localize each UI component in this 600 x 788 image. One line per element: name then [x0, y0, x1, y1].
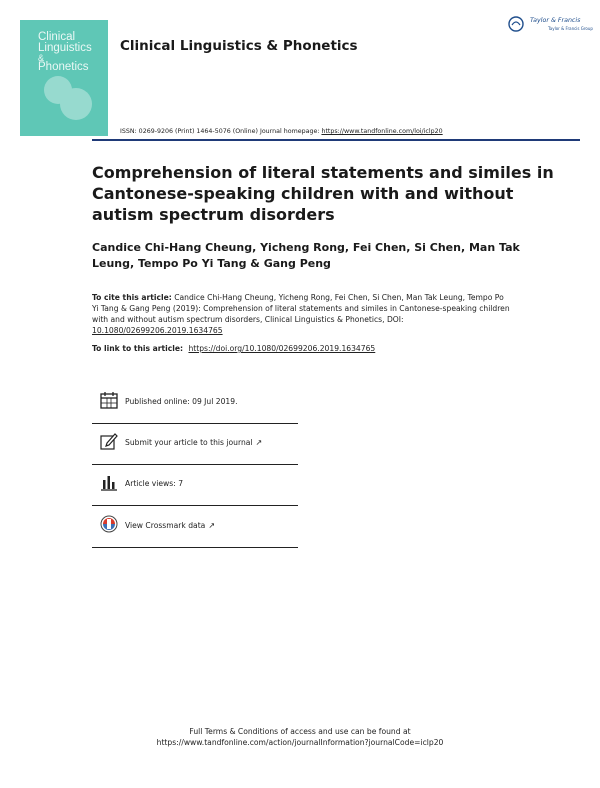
submit-article-label: Submit your article to this journal	[125, 438, 253, 447]
cover-line: Linguistics	[38, 42, 92, 54]
external-link-icon: ↗	[208, 521, 216, 530]
publisher-name: Taylor & Francis	[530, 17, 581, 24]
crossmark-row[interactable]	[92, 507, 298, 548]
submit-article-link[interactable]	[125, 438, 262, 447]
link-label: To link to this article:	[92, 344, 184, 353]
cover-line: &	[38, 53, 45, 63]
article-doi-url-link[interactable]: https://doi.org/10.1080/02699206.2019.1634765	[188, 344, 376, 353]
edit-icon	[100, 432, 118, 450]
publisher-subtitle: Taylor & Francis Group	[548, 26, 593, 31]
article-link-line	[92, 344, 375, 353]
cite-label: To cite this article:	[92, 293, 172, 302]
article-views-row	[92, 465, 298, 506]
cite-text: Candice Chi-Hang Cheung, Yicheng Rong, Fei Chen, Si Chen, Man Tak Leung, Tempo Po Yi Tang & Gang Peng (2019): Comprehension of literal statements and similes in Cantonese-speaking children with and without autism spectrum disorders, Clinical Linguistics & Phonetics, DOI:	[92, 293, 510, 324]
journal-cover-image	[20, 20, 108, 136]
citation-block	[92, 292, 512, 336]
bar-chart-icon	[100, 473, 118, 491]
publisher-logo-icon	[508, 16, 524, 32]
crossmark-label: View Crossmark data	[125, 521, 206, 530]
crossmark-icon	[100, 515, 118, 533]
calendar-icon	[100, 391, 118, 409]
published-date: Published online: 09 Jul 2019.	[125, 397, 238, 406]
crossmark-link[interactable]	[125, 521, 215, 530]
journal-title: Clinical Linguistics & Phonetics	[120, 38, 358, 54]
article-title: Comprehension of literal statements and similes in Cantonese-speaking children with and without autism spectrum disorders	[92, 163, 554, 224]
header-rule	[92, 139, 580, 141]
external-link-icon: ↗	[255, 438, 263, 447]
footer-terms-text: Full Terms & Conditions of access and use can be found at	[189, 727, 411, 736]
journal-homepage-link[interactable]: https://www.tandfonline.com/loi/iclp20	[321, 128, 443, 135]
issn-text: ISSN: 0269-9206 (Print) 1464-5076 (Online) Journal homepage:	[120, 128, 320, 135]
cover-decoration	[38, 70, 98, 130]
published-row	[92, 383, 298, 424]
submit-article-row[interactable]	[92, 424, 298, 465]
cover-line: Clinical	[38, 31, 76, 43]
article-views: Article views: 7	[125, 479, 184, 488]
article-authors: Candice Chi-Hang Cheung, Yicheng Rong, Fei Chen, Si Chen, Man Tak Leung, Tempo Po Yi Tang & Gang Peng	[92, 241, 520, 270]
cover-line: Phonetics	[38, 61, 89, 73]
footer-terms-link[interactable]: https://www.tandfonline.com/action/journalInformation?journalCode=iclp20	[156, 738, 444, 747]
doi-link[interactable]: 10.1080/02699206.2019.1634765	[92, 326, 223, 335]
cover-title	[38, 32, 92, 73]
footer	[0, 726, 600, 748]
issn-line	[120, 128, 443, 135]
